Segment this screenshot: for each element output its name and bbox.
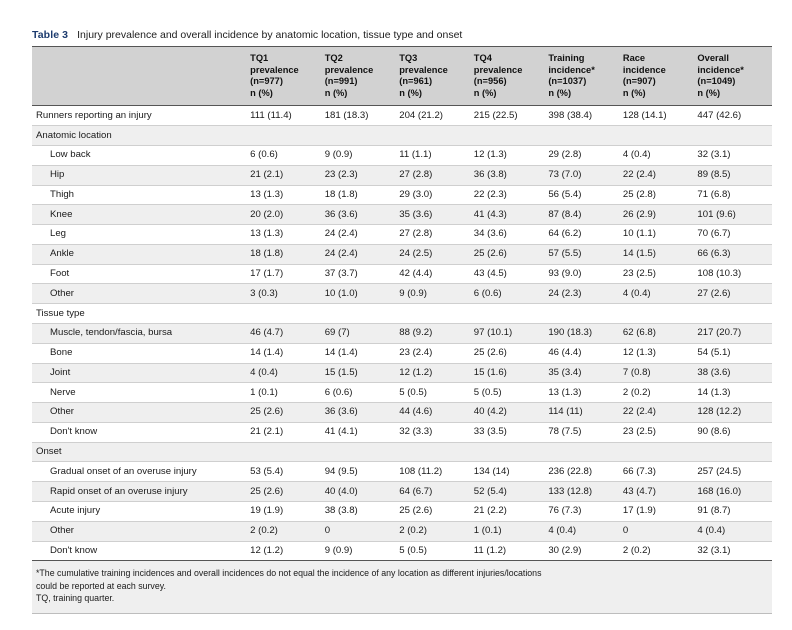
cell-overall: 90 (8.6) [697, 422, 772, 442]
column-header-line: Overall [697, 53, 729, 63]
cell-tq2: 69 (7) [325, 323, 400, 343]
table-row [32, 225, 772, 245]
table-row [32, 383, 772, 403]
row-label: Other [32, 521, 250, 541]
table-row [32, 106, 772, 126]
table-row [32, 323, 772, 343]
column-header-line: n (%) [250, 87, 273, 98]
column-header-line: TQ4 [473, 53, 492, 63]
cell-race: 66 (7.3) [623, 462, 698, 482]
cell-tq3: 11 (1.1) [399, 145, 474, 165]
row-label: Ankle [32, 244, 250, 264]
cell-race: 26 (2.9) [623, 205, 698, 225]
row-label: Knee [32, 205, 250, 225]
cell-tq4: 22 (2.3) [474, 185, 549, 205]
cell-tq2 [325, 442, 400, 462]
cell-tq3: 88 (9.2) [399, 323, 474, 343]
table-row [32, 482, 772, 502]
cell-tq2: 0 [325, 521, 400, 541]
table-row [32, 165, 772, 185]
column-header-line: (n=1049) [697, 76, 736, 87]
cell-training [548, 304, 623, 324]
row-label: Joint [32, 363, 250, 383]
cell-tq2: 181 (18.3) [325, 106, 400, 126]
row-label: Don't know [32, 541, 250, 561]
cell-race: 22 (2.4) [623, 165, 698, 185]
cell-tq1: 4 (0.4) [250, 363, 325, 383]
table-row [32, 145, 772, 165]
cell-race: 12 (1.3) [623, 343, 698, 363]
cell-tq4: 6 (0.6) [474, 284, 549, 304]
cell-tq3: 27 (2.8) [399, 165, 474, 185]
cell-training: 78 (7.5) [548, 422, 623, 442]
cell-tq2: 36 (3.6) [325, 403, 400, 423]
cell-overall: 71 (6.8) [697, 185, 772, 205]
cell-race: 128 (14.1) [623, 106, 698, 126]
row-label: Tissue type [32, 304, 250, 324]
column-header-line: (n=956) [473, 76, 507, 87]
column-header-tq2 [325, 47, 400, 106]
cell-race: 17 (1.9) [623, 502, 698, 522]
cell-training: 30 (2.9) [548, 541, 623, 561]
cell-training: 114 (11) [548, 403, 623, 423]
column-header-line: TQ3 [399, 53, 418, 63]
column-header-overall [697, 47, 772, 106]
row-label: Muscle, tendon/fascia, bursa [32, 323, 250, 343]
table-foot [32, 561, 772, 613]
cell-overall: 4 (0.4) [697, 521, 772, 541]
column-header-line: Training [548, 53, 585, 63]
cell-race: 2 (0.2) [623, 383, 698, 403]
cell-training: 87 (8.4) [548, 205, 623, 225]
column-header-line: TQ2 [324, 53, 343, 63]
cell-training [548, 442, 623, 462]
row-label: Hip [32, 165, 250, 185]
column-header-line: (n=991) [324, 76, 358, 87]
cell-tq2: 41 (4.1) [325, 422, 400, 442]
cell-tq4 [474, 442, 549, 462]
cell-race: 0 [623, 521, 698, 541]
table-row [32, 422, 772, 442]
cell-tq1: 46 (4.7) [250, 323, 325, 343]
cell-tq3: 9 (0.9) [399, 284, 474, 304]
cell-race [623, 304, 698, 324]
cell-tq4: 34 (3.6) [474, 225, 549, 245]
table-row [32, 502, 772, 522]
column-header-line: (n=907) [622, 76, 656, 87]
table-row [32, 205, 772, 225]
column-header-race [623, 47, 698, 106]
cell-race: 62 (6.8) [623, 323, 698, 343]
cell-tq1 [250, 126, 325, 146]
cell-race: 43 (4.7) [623, 482, 698, 502]
cell-overall: 447 (42.6) [697, 106, 772, 126]
cell-training: 93 (9.0) [548, 264, 623, 284]
cell-training: 398 (38.4) [548, 106, 623, 126]
cell-tq3: 64 (6.7) [399, 482, 474, 502]
cell-training: 24 (2.3) [548, 284, 623, 304]
cell-tq4: 97 (10.1) [474, 323, 549, 343]
cell-tq2: 18 (1.8) [325, 185, 400, 205]
cell-tq1: 3 (0.3) [250, 284, 325, 304]
cell-overall: 168 (16.0) [697, 482, 772, 502]
cell-tq2: 6 (0.6) [325, 383, 400, 403]
table-body [32, 106, 772, 561]
cell-race: 4 (0.4) [623, 284, 698, 304]
column-header-tq1 [250, 47, 325, 106]
table-row [32, 403, 772, 423]
cell-training [548, 126, 623, 146]
cell-tq4: 1 (0.1) [474, 521, 549, 541]
table-row [32, 541, 772, 561]
cell-tq2: 24 (2.4) [325, 225, 400, 245]
cell-tq1: 1 (0.1) [250, 383, 325, 403]
row-label: Foot [32, 264, 250, 284]
cell-training: 76 (7.3) [548, 502, 623, 522]
cell-overall: 27 (2.6) [697, 284, 772, 304]
cell-tq3: 12 (1.2) [399, 363, 474, 383]
cell-tq4: 215 (22.5) [474, 106, 549, 126]
table-section-row [32, 126, 772, 146]
column-header-line: (n=977) [250, 76, 283, 87]
footnote-line: *The cumulative training incidences and overall incidences do not equal the incidence of any location as different injuries/locations [36, 568, 542, 579]
cell-tq3 [399, 442, 474, 462]
cell-training: 46 (4.4) [548, 343, 623, 363]
cell-tq3: 204 (21.2) [399, 106, 474, 126]
cell-overall: 54 (5.1) [697, 343, 772, 363]
table-row [32, 244, 772, 264]
cell-tq1: 18 (1.8) [250, 244, 325, 264]
cell-race: 22 (2.4) [623, 403, 698, 423]
row-label: Onset [32, 442, 250, 462]
cell-race [623, 442, 698, 462]
cell-training: 73 (7.0) [548, 165, 623, 185]
cell-tq3: 5 (0.5) [399, 383, 474, 403]
cell-tq3: 42 (4.4) [399, 264, 474, 284]
cell-tq4: 11 (1.2) [474, 541, 549, 561]
column-header-line: n (%) [548, 87, 572, 98]
cell-tq1: 13 (1.3) [250, 225, 325, 245]
cell-tq1: 17 (1.7) [250, 264, 325, 284]
cell-tq2 [325, 304, 400, 324]
cell-training: 4 (0.4) [548, 521, 623, 541]
cell-tq2: 9 (0.9) [325, 541, 400, 561]
cell-overall: 108 (10.3) [697, 264, 772, 284]
cell-tq1: 21 (2.1) [250, 422, 325, 442]
cell-tq2: 37 (3.7) [325, 264, 400, 284]
cell-race: 7 (0.8) [623, 363, 698, 383]
column-header-line: n (%) [324, 87, 348, 98]
table-row [32, 185, 772, 205]
cell-tq1: 6 (0.6) [250, 145, 325, 165]
table-row [32, 521, 772, 541]
cell-overall: 128 (12.2) [697, 403, 772, 423]
table-head [32, 47, 772, 106]
cell-tq2: 23 (2.3) [325, 165, 400, 185]
cell-race: 23 (2.5) [623, 422, 698, 442]
cell-tq3 [399, 304, 474, 324]
cell-tq4: 33 (3.5) [474, 422, 549, 442]
cell-training: 64 (6.2) [548, 225, 623, 245]
row-label: Thigh [32, 185, 250, 205]
cell-overall: 32 (3.1) [697, 145, 772, 165]
cell-tq3: 35 (3.6) [399, 205, 474, 225]
footnote-line: TQ, training quarter. [36, 593, 115, 604]
cell-training: 190 (18.3) [548, 323, 623, 343]
cell-tq3: 27 (2.8) [399, 225, 474, 245]
table-section-row [32, 442, 772, 462]
column-header-line: (n=961) [399, 76, 433, 87]
column-header-training [548, 47, 623, 106]
cell-tq1: 19 (1.9) [250, 502, 325, 522]
cell-tq3: 23 (2.4) [399, 343, 474, 363]
cell-tq1: 12 (1.2) [250, 541, 325, 561]
column-header-line: incidence* [697, 64, 744, 75]
cell-tq1: 25 (2.6) [250, 403, 325, 423]
row-label: Anatomic location [32, 126, 250, 146]
cell-tq4: 52 (5.4) [474, 482, 549, 502]
cell-tq4: 41 (4.3) [474, 205, 549, 225]
cell-overall: 257 (24.5) [697, 462, 772, 482]
cell-tq2: 38 (3.8) [325, 502, 400, 522]
footnote-cell [32, 561, 772, 613]
cell-training: 56 (5.4) [548, 185, 623, 205]
cell-training: 133 (12.8) [548, 482, 623, 502]
cell-tq2: 36 (3.6) [325, 205, 400, 225]
cell-tq4 [474, 126, 549, 146]
row-label: Other [32, 284, 250, 304]
table-caption-label: Table 3 [32, 29, 69, 41]
cell-overall: 89 (8.5) [697, 165, 772, 185]
cell-overall [697, 304, 772, 324]
column-header-tq4 [474, 47, 549, 106]
column-header-line: incidence* [548, 64, 595, 75]
cell-tq1 [250, 442, 325, 462]
cell-overall: 66 (6.3) [697, 244, 772, 264]
row-label: Rapid onset of an overuse injury [32, 482, 250, 502]
cell-tq1: 14 (1.4) [250, 343, 325, 363]
column-header-line: Race [622, 53, 646, 63]
column-header-line: (n=1037) [548, 76, 587, 87]
cell-training: 236 (22.8) [548, 462, 623, 482]
row-label: Runners reporting an injury [32, 106, 250, 126]
column-header-line: prevalence [473, 64, 523, 75]
table-caption-text: Injury prevalence and overall incidence by anatomic location, tissue type and onset [77, 29, 463, 41]
cell-tq2 [325, 126, 400, 146]
cell-tq4: 134 (14) [474, 462, 549, 482]
cell-tq2: 94 (9.5) [325, 462, 400, 482]
cell-tq3: 32 (3.3) [399, 422, 474, 442]
footnote-line: could be reported at each survey. [36, 580, 166, 591]
cell-race: 10 (1.1) [623, 225, 698, 245]
cell-tq4 [474, 304, 549, 324]
cell-tq1: 111 (11.4) [250, 106, 325, 126]
cell-tq3: 44 (4.6) [399, 403, 474, 423]
row-label: Nerve [32, 383, 250, 403]
cell-tq2: 14 (1.4) [325, 343, 400, 363]
table-row [32, 284, 772, 304]
column-header-line: n (%) [622, 87, 646, 98]
cell-tq1: 25 (2.6) [250, 482, 325, 502]
cell-race: 14 (1.5) [623, 244, 698, 264]
cell-tq4: 40 (4.2) [474, 403, 549, 423]
column-header-line: prevalence [250, 64, 299, 75]
cell-overall: 14 (1.3) [697, 383, 772, 403]
column-header-line: n (%) [399, 87, 422, 98]
row-label: Don't know [32, 422, 250, 442]
cell-tq4: 21 (2.2) [474, 502, 549, 522]
footnote-row [32, 561, 772, 613]
table-row [32, 363, 772, 383]
cell-race: 2 (0.2) [623, 541, 698, 561]
column-header-line: prevalence [324, 64, 374, 75]
cell-tq3: 29 (3.0) [399, 185, 474, 205]
cell-tq3: 5 (0.5) [399, 541, 474, 561]
table-row [32, 343, 772, 363]
cell-training: 57 (5.5) [548, 244, 623, 264]
header-row [32, 47, 772, 106]
column-header-tq3 [399, 47, 474, 106]
cell-tq1 [250, 304, 325, 324]
cell-tq2: 9 (0.9) [325, 145, 400, 165]
cell-tq1: 21 (2.1) [250, 165, 325, 185]
cell-tq2: 40 (4.0) [325, 482, 400, 502]
cell-training: 35 (3.4) [548, 363, 623, 383]
cell-tq2: 24 (2.4) [325, 244, 400, 264]
cell-overall: 101 (9.6) [697, 205, 772, 225]
cell-tq3: 24 (2.5) [399, 244, 474, 264]
column-header-line: n (%) [473, 87, 497, 98]
cell-overall: 38 (3.6) [697, 363, 772, 383]
column-header-label [32, 47, 250, 106]
cell-tq1: 13 (1.3) [250, 185, 325, 205]
cell-tq4: 5 (0.5) [474, 383, 549, 403]
cell-tq3 [399, 126, 474, 146]
column-header-line: TQ1 [250, 53, 269, 63]
cell-race: 25 (2.8) [623, 185, 698, 205]
cell-race: 23 (2.5) [623, 264, 698, 284]
cell-tq4: 25 (2.6) [474, 343, 549, 363]
table-3-container [32, 28, 772, 614]
cell-tq3: 108 (11.2) [399, 462, 474, 482]
cell-overall [697, 442, 772, 462]
cell-tq1: 53 (5.4) [250, 462, 325, 482]
cell-tq4: 12 (1.3) [474, 145, 549, 165]
column-header-line: n (%) [697, 87, 721, 98]
cell-overall [697, 126, 772, 146]
row-label: Acute injury [32, 502, 250, 522]
cell-tq4: 43 (4.5) [474, 264, 549, 284]
column-header-line: incidence [622, 64, 666, 75]
column-header-line: prevalence [399, 64, 448, 75]
cell-tq2: 10 (1.0) [325, 284, 400, 304]
injury-prevalence-table [32, 46, 772, 614]
table-caption [32, 28, 772, 46]
table-row [32, 264, 772, 284]
row-label: Leg [32, 225, 250, 245]
row-label: Bone [32, 343, 250, 363]
cell-overall: 217 (20.7) [697, 323, 772, 343]
cell-tq4: 25 (2.6) [474, 244, 549, 264]
cell-tq3: 2 (0.2) [399, 521, 474, 541]
cell-race: 4 (0.4) [623, 145, 698, 165]
row-label: Other [32, 403, 250, 423]
table-row [32, 462, 772, 482]
table-section-row [32, 304, 772, 324]
cell-race [623, 126, 698, 146]
cell-training: 29 (2.8) [548, 145, 623, 165]
cell-tq1: 20 (2.0) [250, 205, 325, 225]
cell-tq4: 36 (3.8) [474, 165, 549, 185]
cell-overall: 70 (6.7) [697, 225, 772, 245]
cell-tq1: 2 (0.2) [250, 521, 325, 541]
cell-tq3: 25 (2.6) [399, 502, 474, 522]
cell-tq4: 15 (1.6) [474, 363, 549, 383]
row-label: Gradual onset of an overuse injury [32, 462, 250, 482]
cell-tq2: 15 (1.5) [325, 363, 400, 383]
cell-overall: 91 (8.7) [697, 502, 772, 522]
cell-training: 13 (1.3) [548, 383, 623, 403]
row-label: Low back [32, 145, 250, 165]
cell-overall: 32 (3.1) [697, 541, 772, 561]
